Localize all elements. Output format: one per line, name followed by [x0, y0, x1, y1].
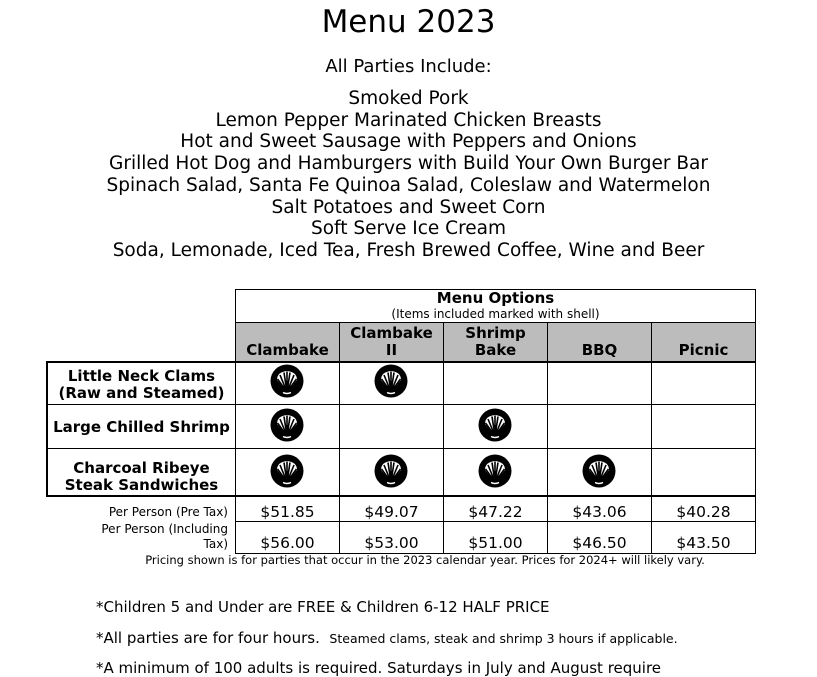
included-item: Salt Potatoes and Sweet Corn	[271, 196, 546, 218]
shell-icon	[478, 408, 512, 442]
table-heading: Menu Options	[436, 289, 555, 307]
table-rule	[46, 495, 756, 497]
price-pre-tax-shrimp-bake: $47.22	[468, 503, 523, 521]
price-pre-tax-clambake-ii: $49.07	[364, 503, 419, 521]
column-header-clambake-ii: Clambake II	[350, 324, 433, 359]
row-label-little-neck-clams: Little Neck Clams (Raw and Steamed)	[58, 367, 225, 402]
shell-icon	[270, 454, 304, 488]
table-rule	[46, 404, 756, 405]
included-item: Grilled Hot Dog and Hamburgers with Build Your Own Burger Bar	[109, 153, 708, 175]
included-item: Hot and Sweet Sausage with Peppers and Onions	[180, 131, 637, 153]
price-incl-tax-shrimp-bake: $51.00	[468, 534, 523, 552]
price-incl-tax-picnic: $43.50	[676, 534, 731, 552]
included-item: Soft Serve Ice Cream	[310, 218, 507, 240]
price-incl-tax-clambake: $56.00	[260, 534, 315, 552]
included-item: Spinach Salad, Santa Fe Quinoa Salad, Coleslaw and Watermelon	[106, 174, 711, 196]
shell-icon	[270, 364, 304, 398]
price-pre-tax-bbq: $43.06	[572, 503, 627, 521]
shell-icon	[374, 454, 408, 488]
price-label-pre-tax: Per Person (Pre Tax)	[108, 505, 228, 519]
included-item: Soda, Lemonade, Iced Tea, Fresh Brewed Coffee, Wine and Beer	[112, 239, 705, 261]
table-subheading: (Items included marked with shell)	[391, 307, 600, 321]
price-label-including-tax: Per Person (Including Tax)	[101, 522, 228, 551]
shell-icon	[270, 408, 304, 442]
table-rule	[235, 322, 756, 323]
row-label-charcoal-ribeye: Charcoal Ribeye Steak Sandwiches	[64, 459, 219, 494]
row-label-large-chilled-shrimp: Large Chilled Shrimp	[53, 418, 230, 436]
shell-icon	[478, 454, 512, 488]
table-rule	[46, 448, 756, 449]
column-header-bbq: BBQ	[581, 341, 618, 359]
column-header-picnic: Picnic	[678, 341, 729, 359]
pricing-note: Pricing shown is for parties that occur in the 2023 calendar year. Prices for 2024+ will likely vary.	[145, 553, 705, 567]
included-item: Smoked Pork	[348, 88, 469, 109]
shell-icon	[582, 454, 616, 488]
children-pricing-note: *Children 5 and Under are FREE & Children 6-12 HALF PRICE	[96, 598, 550, 616]
price-pre-tax-clambake: $51.85	[260, 503, 315, 521]
table-rule	[46, 361, 756, 363]
table-rule	[755, 289, 756, 554]
party-hours-note: *All parties are for four hours. Steamed clams, steak and shrimp 3 hours if applicable.	[96, 629, 678, 647]
price-incl-tax-bbq: $46.50	[572, 534, 627, 552]
column-header-shrimp-bake: Shrimp Bake	[465, 324, 526, 359]
included-item: Lemon Pepper Marinated Chicken Breasts	[215, 109, 602, 131]
price-pre-tax-picnic: $40.28	[676, 503, 731, 521]
column-header-clambake: Clambake	[246, 341, 329, 359]
page-subtitle: All Parties Include:	[325, 56, 492, 77]
shell-icon	[374, 364, 408, 398]
table-rule	[235, 521, 756, 522]
minimum-adults-note: *A minimum of 100 adults is required. Saturdays in July and August require	[96, 659, 662, 677]
price-incl-tax-clambake-ii: $53.00	[364, 534, 419, 552]
page-title: Menu 2023	[321, 4, 496, 40]
